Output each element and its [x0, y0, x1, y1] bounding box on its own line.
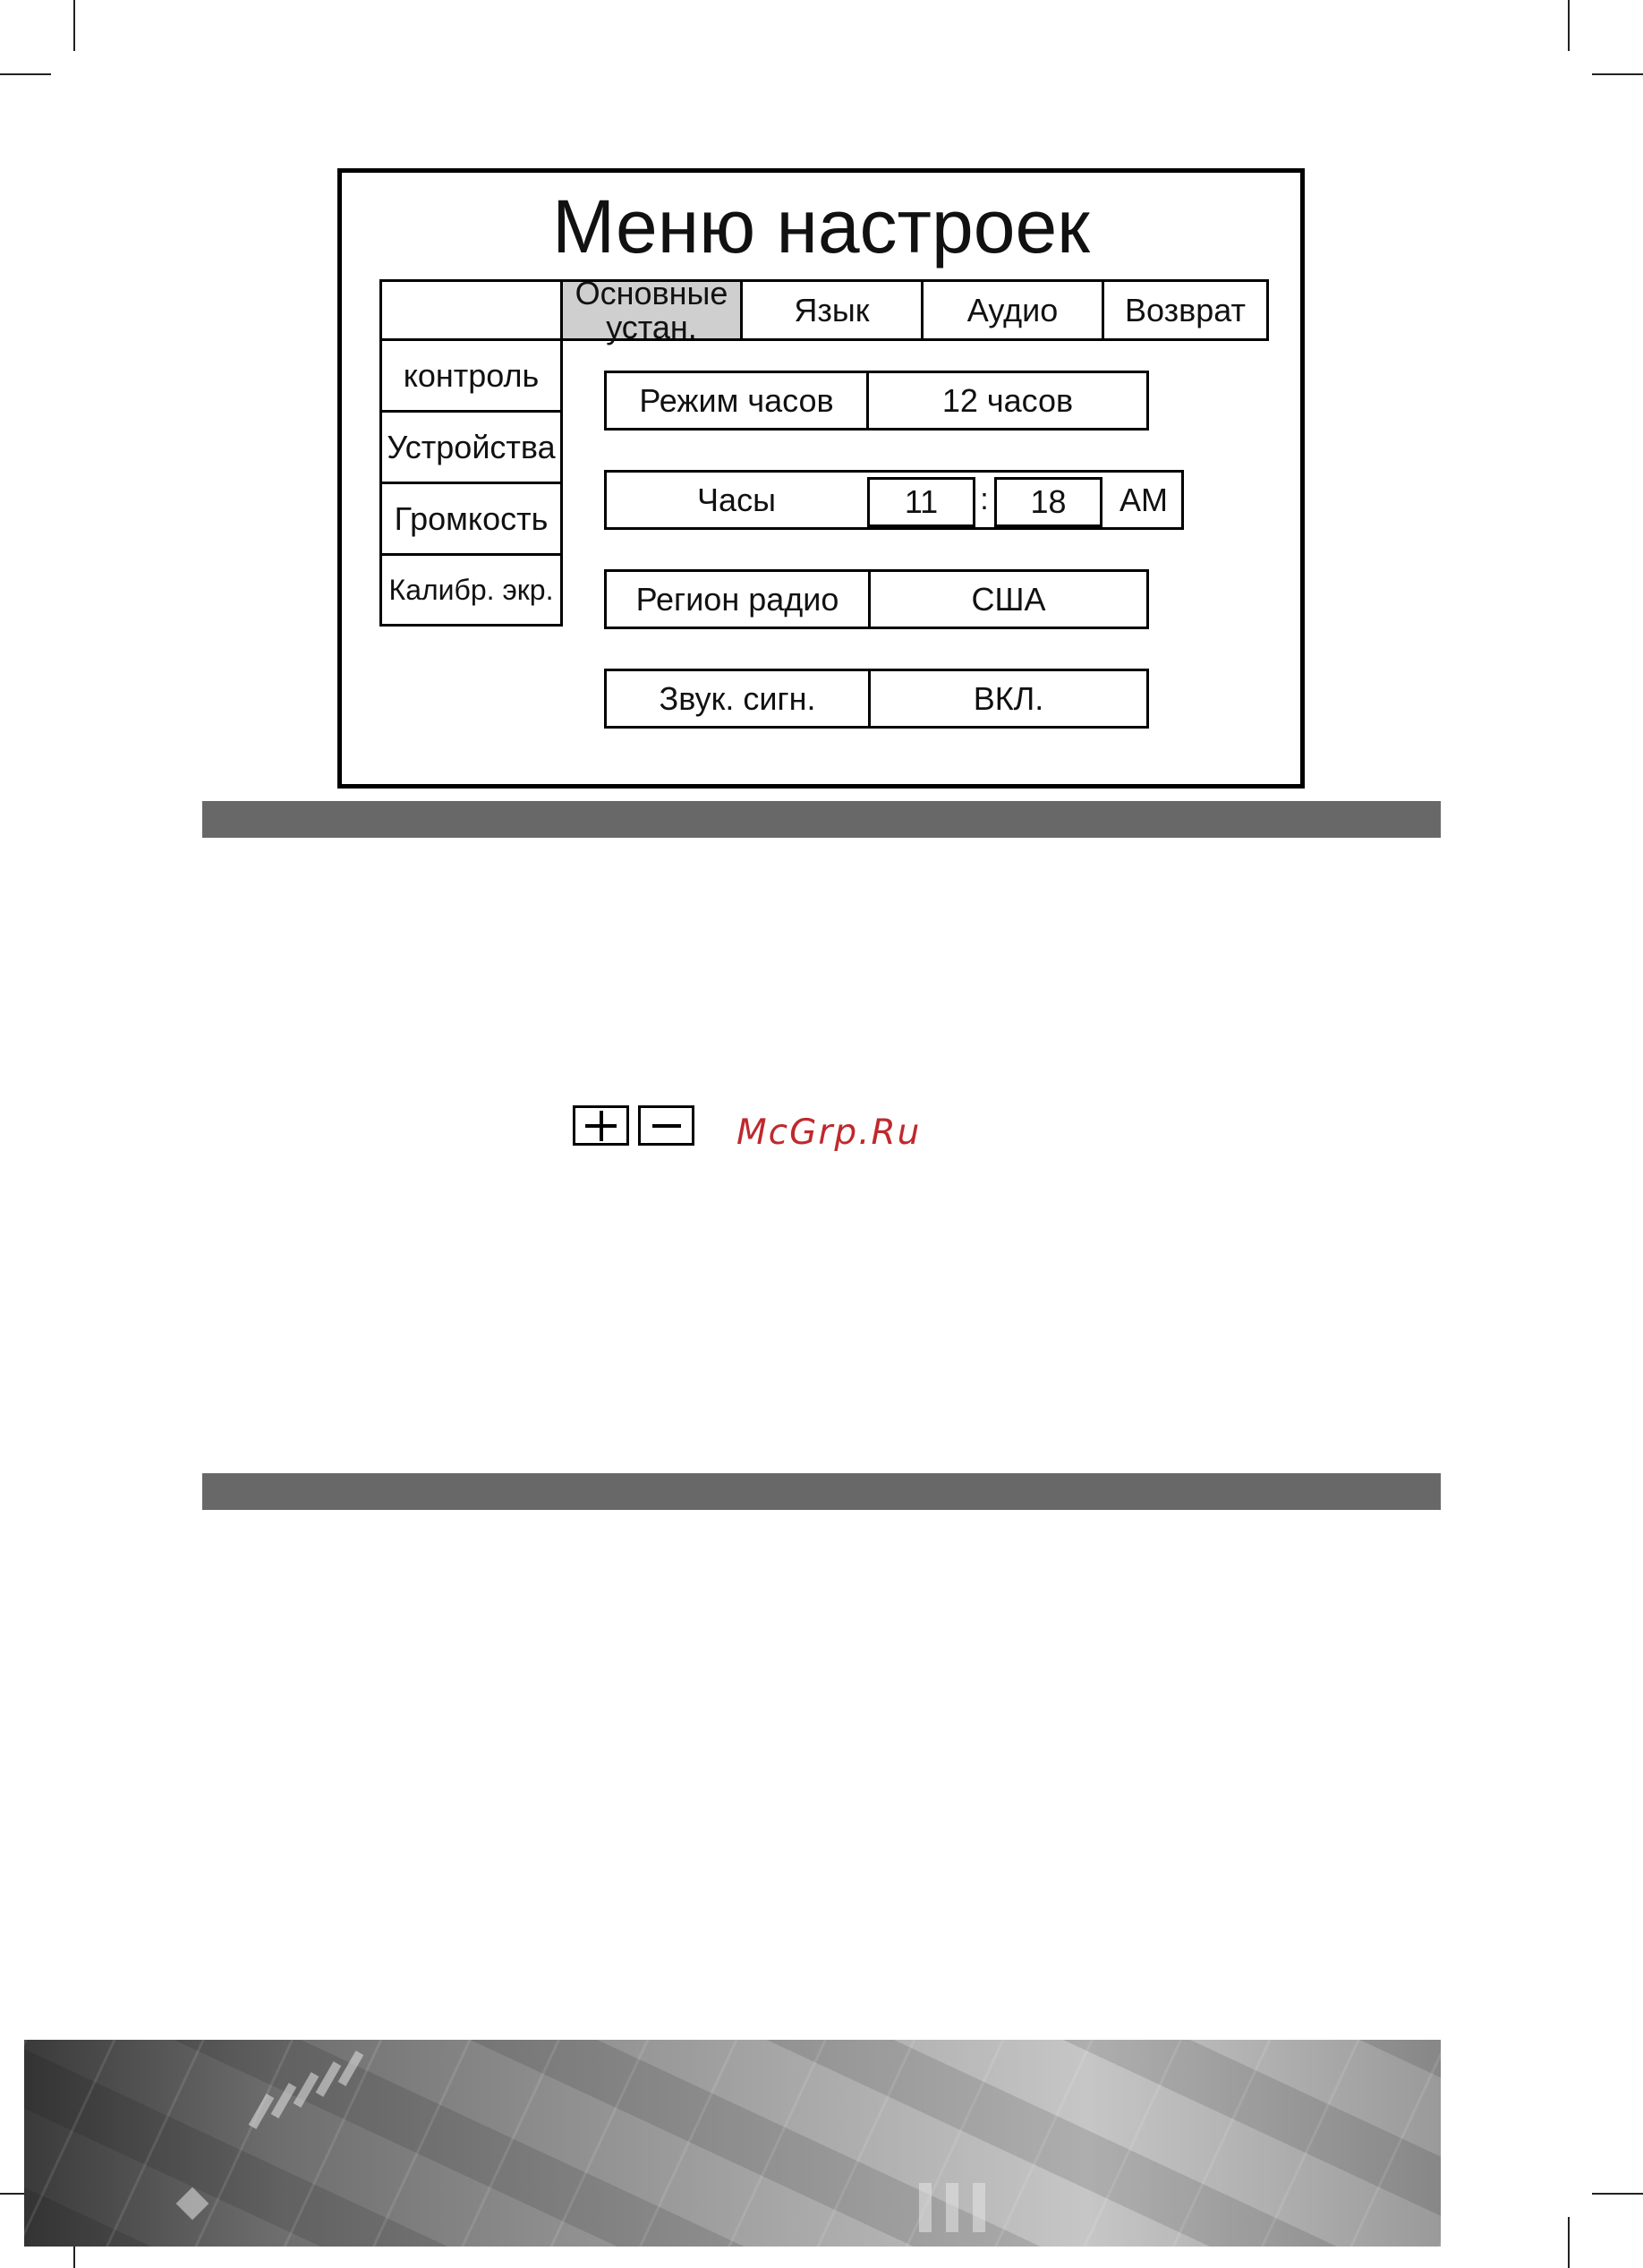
tab-language[interactable]: [740, 279, 924, 341]
watermark-text: McGrp.Ru: [736, 1113, 922, 1153]
footer-decorative-image: [24, 2040, 1441, 2247]
beep-value[interactable]: ВКЛ.: [868, 669, 1149, 729]
sidebar-item-label: Калибр. экр.: [388, 573, 554, 606]
clock-mode-value[interactable]: 12 часов: [866, 371, 1149, 431]
tab-audio[interactable]: [921, 279, 1104, 341]
sidebar-item-devices[interactable]: [379, 410, 563, 484]
crop-mark: [73, 0, 75, 51]
sidebar-item-label: Громкость: [394, 499, 549, 537]
sidebar-item-label: контроль: [403, 356, 540, 394]
crop-mark: [1592, 73, 1643, 75]
sidebar-item-label: Устройства: [387, 428, 556, 465]
beep-label: Звук. сигн.: [604, 669, 871, 729]
clock-label: Часы: [697, 482, 776, 518]
clock-mode-label: Режим часов: [604, 371, 869, 431]
menu-title: Меню настроек: [552, 184, 1090, 269]
crop-mark: [1592, 2193, 1643, 2195]
sidebar-item-control[interactable]: [379, 338, 563, 413]
minus-icon: [638, 1105, 694, 1146]
section-divider-bar: [202, 801, 1441, 838]
clock-hours-field[interactable]: 11: [867, 477, 975, 527]
clock-minutes-field[interactable]: 18: [994, 477, 1102, 527]
tab-label: Возврат: [1125, 291, 1246, 328]
tab-label: Язык: [794, 291, 870, 328]
crop-mark: [1568, 0, 1570, 51]
sidebar-item-volume[interactable]: [379, 482, 563, 556]
tab-basic-settings[interactable]: [560, 274, 743, 345]
radio-region-value[interactable]: США: [868, 569, 1149, 629]
crop-mark: [1568, 2217, 1570, 2268]
radio-region-label: Регион радио: [604, 569, 871, 629]
plus-icon: [573, 1105, 629, 1146]
tab-label-line2: устан.: [606, 308, 697, 345]
clock-separator: :: [980, 482, 989, 516]
section-divider-bar: [202, 1473, 1441, 1510]
tab-label-line1: Основные: [575, 274, 728, 311]
crop-mark: [0, 73, 51, 75]
sidebar-item-screen-calibration[interactable]: [379, 553, 563, 627]
tab-empty-corner: [379, 279, 563, 341]
clock-ampm[interactable]: AM: [1119, 482, 1168, 518]
tab-return[interactable]: [1102, 279, 1269, 341]
tab-label: Аудио: [966, 291, 1059, 328]
